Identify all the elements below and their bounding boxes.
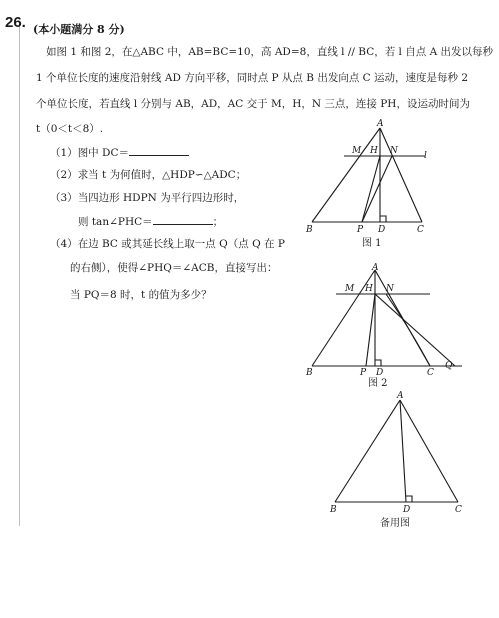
margin-rule bbox=[19, 26, 20, 526]
segment-ab bbox=[312, 128, 380, 222]
part-4 bbox=[50, 236, 285, 251]
figure-caption: 备用图 bbox=[380, 518, 410, 529]
segment-ad bbox=[400, 400, 406, 502]
stem-line: t（0＜t＜8）. bbox=[36, 123, 104, 135]
part-text: 当 PQ＝8 时，t 的值为多少？ bbox=[70, 289, 212, 301]
figure-caption: 图 1 bbox=[362, 238, 382, 249]
label-c: C bbox=[427, 368, 434, 378]
answer-blank[interactable] bbox=[129, 144, 189, 156]
segment-hq bbox=[375, 294, 455, 366]
label-d: D bbox=[378, 225, 386, 235]
label-q: Q bbox=[445, 361, 453, 371]
label-h: H bbox=[370, 146, 378, 156]
segment-ph bbox=[366, 294, 375, 366]
right-angle-mark bbox=[375, 360, 381, 366]
score-note: (本小题满分 8 分) bbox=[33, 23, 125, 36]
stem-line: 个单位长度，若直线 l 分别与 AB，AD，AC 交于 M，H，N 三点，连接 PH，设运动时间为 bbox=[36, 98, 470, 110]
label-b: B bbox=[330, 505, 337, 515]
label-a: A bbox=[377, 119, 384, 129]
part-text: 在边 BC 或其延长线上取一点 Q（点 Q 在 P bbox=[77, 238, 285, 250]
label-d: D bbox=[376, 368, 384, 378]
segment-ab bbox=[335, 400, 400, 502]
label-p: P bbox=[357, 225, 364, 235]
part-text: 求当 t 为何值时，△HDP∽△ADC； bbox=[77, 169, 247, 181]
stem-line: 如图 1 和图 2，在△ABC 中，AB=BC=10，高 AD=8，直线 l // BC，若 l 自点 A 出发以每秒 bbox=[46, 46, 494, 58]
label-m: M bbox=[352, 146, 362, 156]
part-label: （1） bbox=[50, 147, 78, 159]
part-text: 当四边形 HDPN 为平行四边形时， bbox=[77, 192, 245, 204]
right-angle-mark bbox=[380, 216, 386, 222]
label-n: N bbox=[386, 284, 394, 294]
figure-2 bbox=[300, 262, 470, 392]
label-a: A bbox=[372, 263, 379, 273]
figure-caption: 图 2 bbox=[368, 378, 388, 389]
label-n: N bbox=[390, 146, 398, 156]
part-1 bbox=[50, 144, 189, 160]
part-text: 的右侧），使得∠PHQ＝∠ACB，直接写出： bbox=[70, 262, 278, 274]
part-4-line-2 bbox=[70, 260, 278, 275]
part-3 bbox=[50, 190, 244, 205]
label-c: C bbox=[455, 505, 462, 515]
part-label: （4） bbox=[50, 238, 78, 250]
part-4-line-3 bbox=[70, 287, 212, 302]
part-suffix: ； bbox=[212, 216, 224, 228]
figure-3-spare bbox=[320, 386, 470, 530]
label-m: M bbox=[345, 284, 355, 294]
label-d: D bbox=[403, 505, 411, 515]
part-label: （3） bbox=[50, 192, 78, 204]
label-a: A bbox=[397, 391, 404, 401]
part-2 bbox=[50, 167, 246, 182]
label-l: l bbox=[424, 151, 427, 161]
stem-line: 1 个单位长度的速度沿射线 AD 方向平移，同时点 P 从点 B 出发向点 C 运动，速度是每秒 2 bbox=[36, 72, 469, 84]
right-angle-mark bbox=[406, 496, 412, 502]
answer-blank[interactable] bbox=[153, 213, 213, 225]
part-label: （2） bbox=[50, 169, 78, 181]
segment-ac bbox=[380, 128, 422, 222]
part-text: 则 tan∠PHC＝ bbox=[78, 216, 153, 228]
label-p: P bbox=[360, 368, 367, 378]
part-text: 图中 DC＝ bbox=[77, 147, 129, 159]
label-h: H bbox=[365, 284, 373, 294]
part-3-answer bbox=[78, 213, 223, 229]
label-c: C bbox=[417, 225, 424, 235]
segment-ac bbox=[400, 400, 458, 502]
label-b: B bbox=[306, 225, 313, 235]
label-b: B bbox=[306, 368, 313, 378]
question-number: 26. bbox=[5, 14, 26, 31]
figure-1 bbox=[300, 118, 450, 258]
